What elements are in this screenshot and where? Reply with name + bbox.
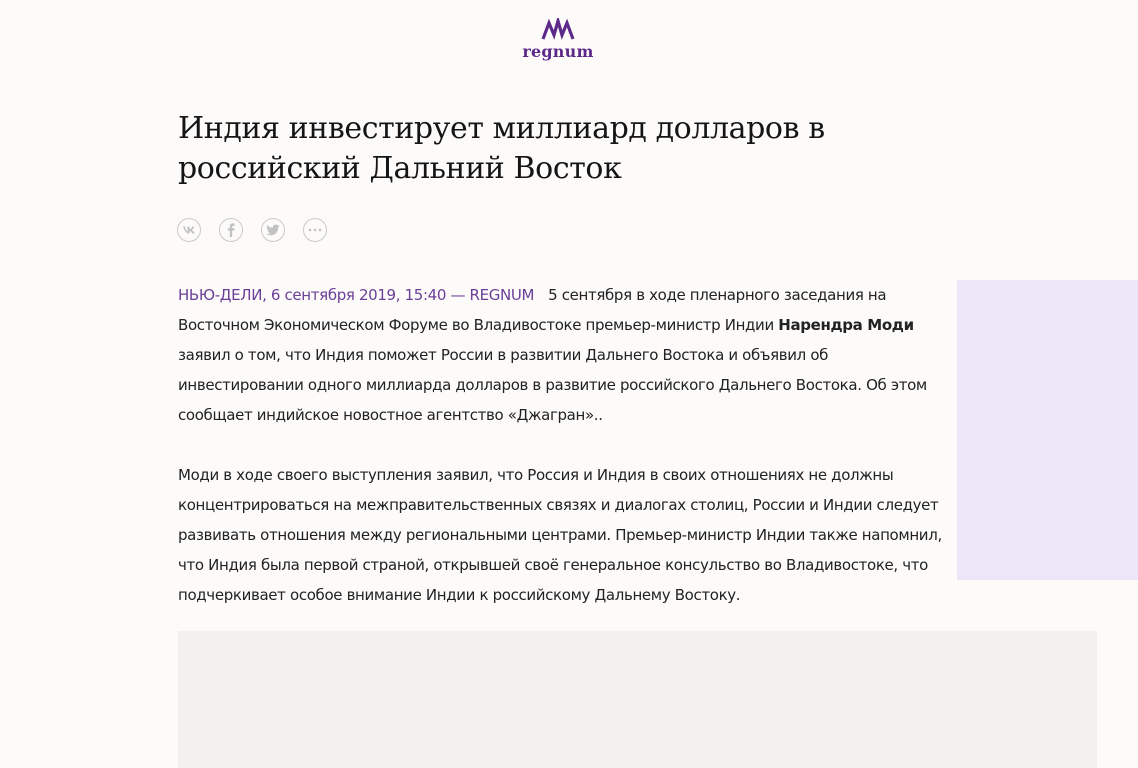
regnum-mountain-icon <box>541 18 575 42</box>
regnum-logo[interactable] <box>518 18 598 66</box>
logo-text: regnum <box>522 42 594 61</box>
paragraph-text: 5 сентября в ходе пленарного заседания на Восточном Экономическом Форуме во Владивостоке премьер-министр Индии <box>178 286 887 334</box>
article-paragraph <box>178 280 948 430</box>
twitter-icon <box>266 224 280 236</box>
facebook-icon <box>227 223 235 237</box>
share-facebook-button[interactable] <box>219 218 243 242</box>
sidebar-ad-placeholder <box>957 280 1138 580</box>
share-vk-button[interactable] <box>177 218 201 242</box>
vk-icon <box>182 225 196 235</box>
person-name: Нарендра Моди <box>778 316 914 334</box>
article-body <box>178 280 948 640</box>
share-twitter-button[interactable] <box>261 218 285 242</box>
article-title: Индия инвестирует миллиард долларов в российский Дальний Восток <box>178 111 825 186</box>
share-bar <box>177 218 327 242</box>
share-more-button[interactable] <box>303 218 327 242</box>
paragraph-text: заявил о том, что Индия поможет России в развитии Дальнего Востока и объявил об инвестировании одного миллиарда долларов в развитие российского Дальнего Востока. Об этом сообщает индийское новостное агентство «Джагран».. <box>178 346 927 424</box>
media-placeholder <box>178 631 1097 768</box>
article-paragraph: Моди в ходе своего выступления заявил, что Россия и Индия в своих отношениях не должны концентрироваться на межправительственных связях и диалогах столиц, России и Индии следует развивать отношения между региональными центрами. Премьер-министр Индии также напомнил, что Индия была первой страной, открывшей своё генеральное консульство во Владивостоке, что подчеркивает особое внимание Индии к российскому Дальнему Востоку. <box>178 466 942 604</box>
dateline: НЬЮ-ДЕЛИ, 6 сентября 2019, 15:40 — REGNUM <box>178 286 535 304</box>
more-icon <box>308 228 322 232</box>
